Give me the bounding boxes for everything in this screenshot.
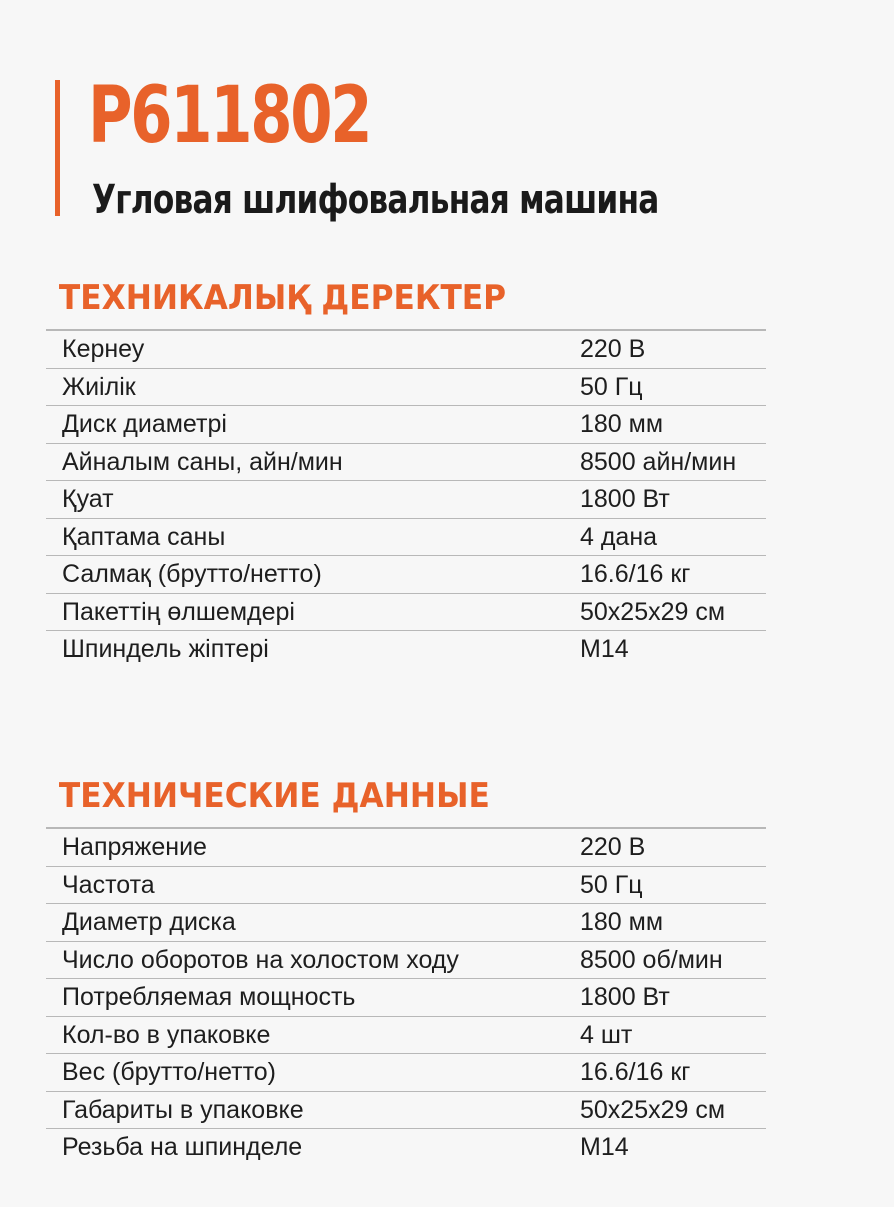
- spec-row: [46, 904, 766, 942]
- spec-label: Кол-во в упаковке: [62, 1020, 271, 1049]
- spec-row: [46, 594, 766, 632]
- spec-value: M14: [580, 1133, 629, 1161]
- spec-value: M14: [580, 635, 629, 663]
- spec-label: Вес (брутто/нетто): [62, 1058, 276, 1086]
- spec-row: [46, 1129, 766, 1167]
- spec-row: [46, 556, 766, 594]
- spec-label: Число оборотов на холостом ходу: [62, 945, 459, 974]
- spec-value: 180 мм: [580, 410, 664, 438]
- spec-value: 16.6/16 кг: [580, 560, 691, 588]
- spec-row: [46, 406, 766, 444]
- spec-row: [46, 867, 766, 905]
- spec-label: Напряжение: [62, 833, 207, 861]
- spec-value: 16.6/16 кг: [580, 1058, 691, 1086]
- spec-value: 8500 айн/мин: [580, 447, 737, 476]
- spec-table: [46, 329, 766, 669]
- spec-value: 50x25x29 см: [580, 597, 726, 626]
- spec-value: 220 В: [580, 335, 646, 363]
- spec-value: 50x25x29 см: [580, 1095, 726, 1124]
- spec-value: 220 В: [580, 833, 646, 861]
- spec-row: [46, 829, 766, 867]
- spec-label: Кернеу: [62, 335, 145, 363]
- spec-label: Потребляемая мощность: [62, 983, 356, 1011]
- spec-label: Резьба на шпинделе: [62, 1133, 303, 1161]
- spec-row: [46, 942, 766, 980]
- specs-section-kz: [46, 274, 766, 669]
- accent-bar: [55, 80, 60, 216]
- spec-label: Пакеттің өлшемдері: [62, 597, 295, 626]
- spec-label: Жиілік: [62, 372, 136, 401]
- spec-label: Салмақ (брутто/нетто): [62, 560, 322, 588]
- spec-value: 4 шт: [580, 1020, 633, 1049]
- spec-value: 1800 Вт: [580, 485, 670, 513]
- spec-value: 4 дана: [580, 522, 658, 551]
- spec-row: [46, 519, 766, 557]
- spec-value: 180 мм: [580, 908, 664, 936]
- section-title: ТЕХНИЧЕСКИЕ ДАННЫЕ: [58, 776, 490, 816]
- model-code: P611802: [88, 71, 371, 161]
- spec-label: Шпиндель жіптері: [62, 635, 269, 663]
- spec-label: Қаптама саны: [62, 522, 226, 551]
- spec-table: [46, 827, 766, 1167]
- spec-row: [46, 331, 766, 369]
- spec-label: Диаметр диска: [62, 908, 236, 936]
- spec-value: 50 Гц: [580, 870, 643, 899]
- spec-value: 8500 об/мин: [580, 945, 723, 974]
- section-title: ТЕХНИКАЛЫҚ ДЕРЕКТЕР: [58, 278, 507, 318]
- spec-row: [46, 481, 766, 519]
- spec-label: Частота: [62, 870, 155, 899]
- spec-label: Қуат: [62, 485, 114, 513]
- spec-row: [46, 631, 766, 669]
- spec-row: [46, 444, 766, 482]
- spec-value: 1800 Вт: [580, 983, 670, 1011]
- spec-label: Айналым саны, айн/мин: [62, 447, 343, 476]
- spec-row: [46, 369, 766, 407]
- spec-label: Габариты в упаковке: [62, 1095, 304, 1124]
- spec-value: 50 Гц: [580, 372, 643, 401]
- spec-row: [46, 1092, 766, 1130]
- spec-row: [46, 1054, 766, 1092]
- spec-label: Диск диаметрі: [62, 410, 227, 438]
- specs-section-ru: [46, 772, 766, 1167]
- spec-row: [46, 1017, 766, 1055]
- product-name: Угловая шлифовальная машина: [92, 177, 659, 223]
- spec-row: [46, 979, 766, 1017]
